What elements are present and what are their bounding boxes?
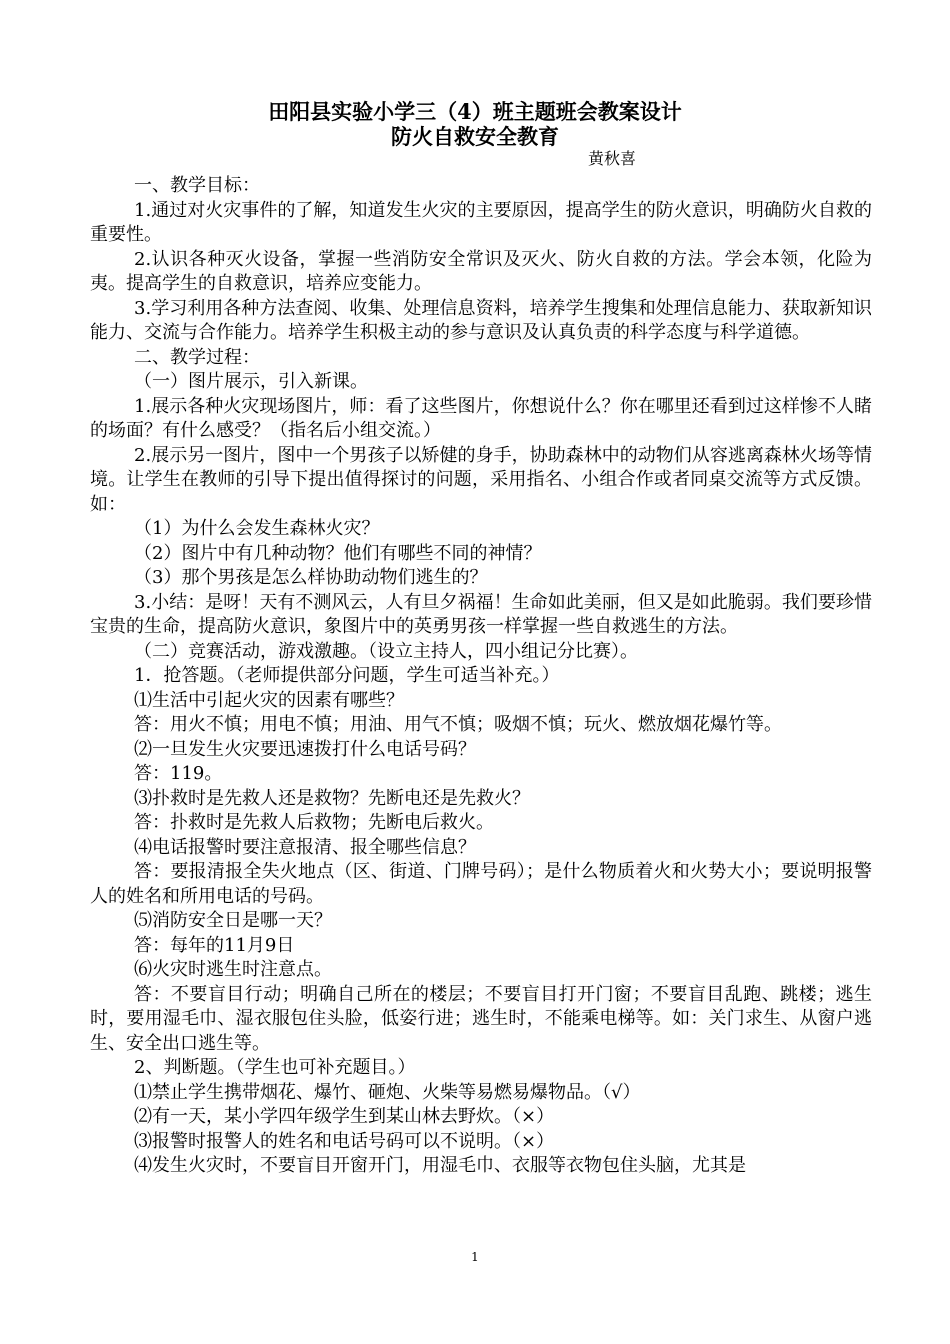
body-paragraph: ⑶报警时报警人的姓名和电话号码可以不说明。（×） <box>134 1130 555 1152</box>
body-paragraph: 答：扑救时是先救人后救物；先断电后救火。 <box>134 812 494 833</box>
body-paragraph: 1.通过对火灾事件的了解，知道发生火灾的主要原因，提高学生的防火意识，明确防火自救的重要性。 <box>90 199 872 245</box>
document-title: 田阳县实验小学三（4）班主题班会教案设计 <box>268 99 682 124</box>
body-paragraph: 答：用火不慎；用电不慎；用油、用气不慎；吸烟不慎；玩火、燃放烟花爆竹等。 <box>134 714 782 735</box>
body-paragraph: 2、判断题。（学生也可补充题目。） <box>134 1057 416 1078</box>
body-paragraph: 1.展示各种火灾现场图片，师：看了这些图片，你想说什么？你在哪里还看到过这样惨不人睹的场面？有什么感受？（指名后小组交流。） <box>90 395 872 441</box>
body-paragraph: ⑵一旦发生火灾要迅速拨打什么电话号码？ <box>134 738 476 760</box>
body-paragraph: 答：119。 <box>134 763 223 784</box>
body-paragraph: ⑹火灾时逃生时注意点。 <box>134 959 332 980</box>
body-paragraph: 二、教学过程： <box>134 346 260 368</box>
body-paragraph: （一）图片展示，引入新课。 <box>134 371 368 392</box>
body-paragraph: ⑷发生火灾时，不要盲目开窗开门，用湿毛巾、衣服等衣物包住头脑，尤其是 <box>134 1155 746 1176</box>
document-subtitle: 防火自救安全教育 <box>391 124 559 149</box>
body-paragraph: ⑸消防安全日是哪一天？ <box>134 910 332 931</box>
body-paragraph: 一、教学目标： <box>134 175 260 196</box>
body-paragraph: 2.认识各种灭火设备，掌握一些消防安全常识及灭火、防火自救的方法。学会本领，化险为夷。提高学生的自救意识，培养应变能力。 <box>90 248 872 294</box>
body-paragraph: 3.学习利用各种方法查阅、收集、处理信息资料，培养学生搜集和处理信息能力、获取新知识能力、交流与合作能力。培养学生积极主动的参与意识及认真负责的科学态度与科学道德。 <box>90 297 872 343</box>
page-number: 1 <box>471 1250 479 1264</box>
body-paragraph: 2.展示另一图片，图中一个男孩子以矫健的身手，协助森林中的动物们从容逃离森林火场等情境。让学生在教师的引导下提出值得探讨的问题，采用指名、小组合作或者同桌交流等方式反馈。如： <box>90 444 872 515</box>
body-paragraph: 答：不要盲目行动；明确自己所在的楼层；不要盲目打开门窗；不要盲目乱跑、跳楼；逃生时，要用湿毛巾、湿衣服包住头脸，低姿行进；逃生时，不能乘电梯等。如：关门求生、从窗户逃生、安全出口逃生等。 <box>90 983 872 1054</box>
body-paragraph: ⑴生活中引起火灾的因素有哪些？ <box>134 689 404 711</box>
body-paragraph: （3）那个男孩是怎么样协助动物们逃生的？ <box>134 567 488 588</box>
body-paragraph: 1．抢答题。（老师提供部分问题，学生可适当补充。） <box>134 665 560 686</box>
body-paragraph: 答：要报清报全失火地点（区、街道、门牌号码）；是什么物质着火和火势大小；要说明报警人的姓名和所用电话的号码。 <box>90 861 872 907</box>
body-paragraph: 答：每年的11月9日 <box>134 934 295 956</box>
body-paragraph: 3.小结：是呀！天有不测风云，人有旦夕祸福！生命如此美丽，但又是如此脆弱。我们要珍惜宝贵的生命，提高防火意识，象图片中的英勇男孩一样掌握一些自救逃生的方法。 <box>90 591 872 637</box>
body-paragraph: （1）为什么会发生森林火灾？ <box>134 518 380 539</box>
body-paragraph: （二）竞赛活动，游戏激趣。（设立主持人，四小组记分比赛）。 <box>134 640 638 662</box>
body-paragraph: ⑷电话报警时要注意报清、报全哪些信息？ <box>134 836 476 858</box>
body-paragraph: （2）图片中有几种动物？他们有哪些不同的神情？ <box>134 542 542 564</box>
author-name: 黄秋喜 <box>588 149 637 168</box>
document-body <box>90 174 872 1179</box>
body-paragraph: ⑵有一天，某小学四年级学生到某山林去野炊。（×） <box>134 1106 555 1127</box>
body-paragraph: ⑴禁止学生携带烟花、爆竹、砸炮、火柴等易燃易爆物品。（√） <box>134 1081 641 1103</box>
body-paragraph: ⑶扑救时是先救人还是救物？先断电还是先救火？ <box>134 787 530 809</box>
